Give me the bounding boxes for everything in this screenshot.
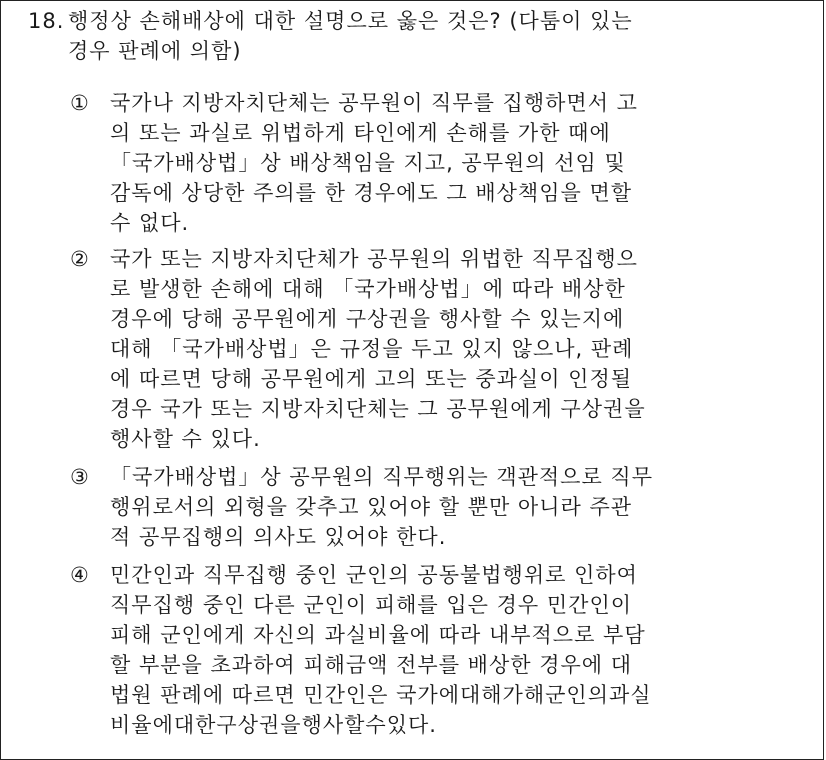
option-4[interactable]: [70, 560, 800, 740]
option-2-line: 국가 또는 지방자치단체가 공무원의 위법한 직무집행으: [110, 247, 638, 271]
option-1-line: 수 없다.: [110, 211, 190, 235]
option-4-line: 할 부분을 초과하여 피해금액 전부를 배상한 경우에 대: [110, 653, 633, 677]
option-3-line: 행위로서의 외형을 갖추고 있어야 할 뿐만 아니라 주관: [110, 495, 633, 519]
question-number: 18.: [28, 9, 65, 33]
option-4-line: 비율에대한구상권을행사할수있다.: [110, 713, 437, 737]
option-1-line: 감독에 상당한 주의를 한 경우에도 그 배상책임을 면할: [110, 181, 633, 205]
option-1[interactable]: [70, 88, 800, 238]
option-2-line: 로 발생한 손해에 대해 「국가배상법」에 따라 배상한: [110, 277, 626, 301]
option-3-marker: ③: [70, 465, 90, 489]
option-2-text: [70, 244, 800, 454]
option-4-text: [70, 560, 800, 740]
question-text-line-1: 행정상 손해배상에 대한 설명으로 옳은 것은? (다툼이 있는: [68, 9, 633, 33]
question-text-line-2: 경우 판례에 의함): [68, 39, 242, 63]
option-1-line: 의 또는 과실로 위법하게 타인에게 손해를 가한 때에: [110, 121, 611, 145]
option-1-marker: ①: [70, 91, 90, 115]
option-2-marker: ②: [70, 247, 90, 271]
option-4-line: 피해 군인에게 자신의 과실비율에 따라 내부적으로 부담: [110, 623, 646, 647]
option-3-line: 「국가배상법」상 공무원의 직무행위는 객관적으로 직무: [110, 465, 653, 489]
option-4-line: 민간인과 직무집행 중인 군인의 공동불법행위로 인하여: [110, 563, 638, 587]
option-3[interactable]: [70, 462, 800, 552]
option-3-text: [70, 462, 800, 552]
option-2-line: 경우에 당해 공무원에게 구상권을 행사할 수 있는지에: [110, 307, 625, 331]
option-2-line: 경우 국가 또는 지방자치단체는 그 공무원에게 구상권을: [110, 397, 646, 421]
option-2-line: 행사할 수 있다.: [110, 427, 261, 451]
option-2-line: 에 따르면 당해 공무원에게 고의 또는 중과실이 인정될: [110, 367, 633, 391]
option-4-line: 직무집행 중인 다른 군인이 피해를 입은 경우 민간인이: [110, 593, 633, 617]
option-2[interactable]: [70, 244, 800, 454]
option-4-line: 법원 판례에 따르면 민간인은 국가에대해가해군인의과실: [110, 683, 652, 707]
option-1-text: [70, 88, 800, 238]
option-3-line: 적 공무집행의 의사도 있어야 한다.: [110, 525, 447, 549]
option-2-line: 대해 「국가배상법」은 규정을 두고 있지 않으나, 판례: [110, 337, 634, 361]
option-4-marker: ④: [70, 563, 90, 587]
option-1-line: 국가나 지방자치단체는 공무원이 직무를 집행하면서 고: [110, 91, 638, 115]
option-1-line: 「국가배상법」상 배상책임을 지고, 공무원의 선임 및: [110, 151, 626, 175]
question-stem: [28, 6, 788, 66]
